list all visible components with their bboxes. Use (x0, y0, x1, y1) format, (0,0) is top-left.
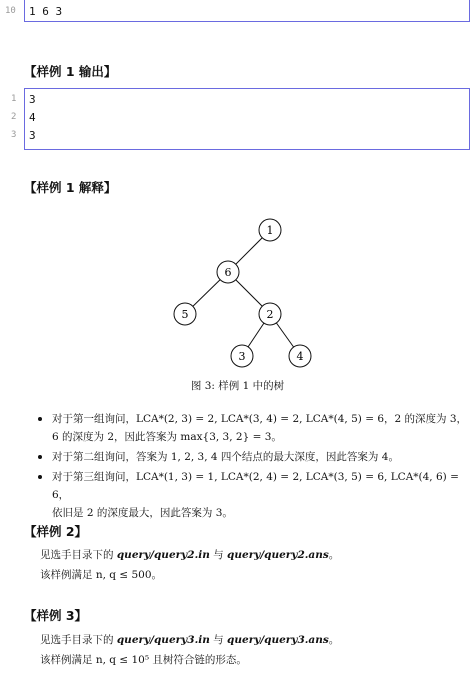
answer-file-path: query/query2.ans (227, 549, 329, 561)
list-item-line: 对于第二组询问，答案为 1, 2, 3, 4 四个结点的最大深度，因此答案为 4。 (52, 451, 399, 463)
tree-node-4 (289, 345, 311, 367)
sample3-constraint: 该样例满足 n, q ≤ 10⁵ 且树符合链的形态。 (40, 654, 247, 666)
code-text: 3 (29, 93, 36, 106)
explanation-list (38, 410, 470, 524)
tree-node-label: 5 (181, 308, 189, 321)
sample1-input-tail-box (5, 0, 470, 22)
list-item (38, 410, 470, 446)
sample3-heading: 【样例 3】 (24, 608, 88, 623)
input-file-path: query/query2.in (116, 549, 210, 561)
line-number: 10 (5, 6, 16, 16)
code-line (11, 110, 469, 128)
code-line (11, 92, 469, 110)
tree-node-label: 1 (266, 224, 274, 237)
tree-node-1 (259, 219, 281, 241)
list-item-line: 对于第三组询问，LCA*(1, 3) = 1, LCA*(2, 4) = 2, LCA*(3, 5) = 6, LCA*(4, 6) = 6， (52, 471, 459, 501)
text-segment: 与 (209, 549, 228, 561)
tree-node-2 (259, 303, 281, 325)
tree-node-label: 4 (296, 350, 304, 363)
list-item-line: 对于第一组询问，LCA*(2, 3) = 2, LCA*(3, 4) = 2, LCA*(4, 5) = 6，2 的深度为 3， (52, 413, 468, 425)
figure-caption: 图 3: 样例 1 中的树 (190, 380, 285, 392)
tree-node-label: 2 (266, 308, 274, 321)
tree-node-6 (217, 261, 239, 283)
code-text: 4 (29, 111, 36, 124)
tree-node-label: 6 (224, 266, 232, 279)
sample2-heading: 【样例 2】 (24, 524, 88, 539)
tree-figure (160, 208, 330, 373)
code-text: 3 (29, 129, 36, 142)
answer-file-path: query/query3.ans (227, 634, 329, 646)
list-item (38, 448, 470, 466)
code-line (5, 4, 469, 22)
list-item-line: 6 的深度为 2，因此答案为 max{3, 3, 2} = 3。 (52, 431, 282, 443)
text-segment: 见选手目录下的 (40, 549, 117, 561)
tree-node-3 (231, 345, 253, 367)
sample3-files-line (40, 631, 339, 649)
sample1-output-heading: 【样例 1 输出】 (24, 64, 117, 79)
sample1-output-box (11, 88, 470, 150)
line-number: 1 (11, 94, 17, 104)
sample1-explain-heading: 【样例 1 解释】 (24, 180, 117, 195)
bullet-icon (38, 417, 42, 421)
text-segment: 与 (209, 634, 228, 646)
line-number: 3 (11, 130, 17, 140)
code-text: 1 6 3 (29, 5, 63, 18)
tree-node-label: 3 (238, 350, 246, 363)
text-segment: 。 (328, 634, 340, 646)
bullet-icon (38, 475, 42, 479)
text-segment: 。 (328, 549, 340, 561)
input-file-path: query/query3.in (116, 634, 210, 646)
text-segment: 见选手目录下的 (40, 634, 117, 646)
sample2-files-line (40, 546, 339, 564)
code-line (11, 128, 469, 146)
line-number: 2 (11, 112, 17, 122)
sample2-constraint: 该样例满足 n, q ≤ 500。 (40, 569, 163, 581)
bullet-icon (38, 455, 42, 459)
tree-node-5 (174, 303, 196, 325)
list-item-line: 依旧是 2 的深度最大，因此答案为 3。 (52, 507, 233, 519)
list-item (38, 468, 470, 522)
